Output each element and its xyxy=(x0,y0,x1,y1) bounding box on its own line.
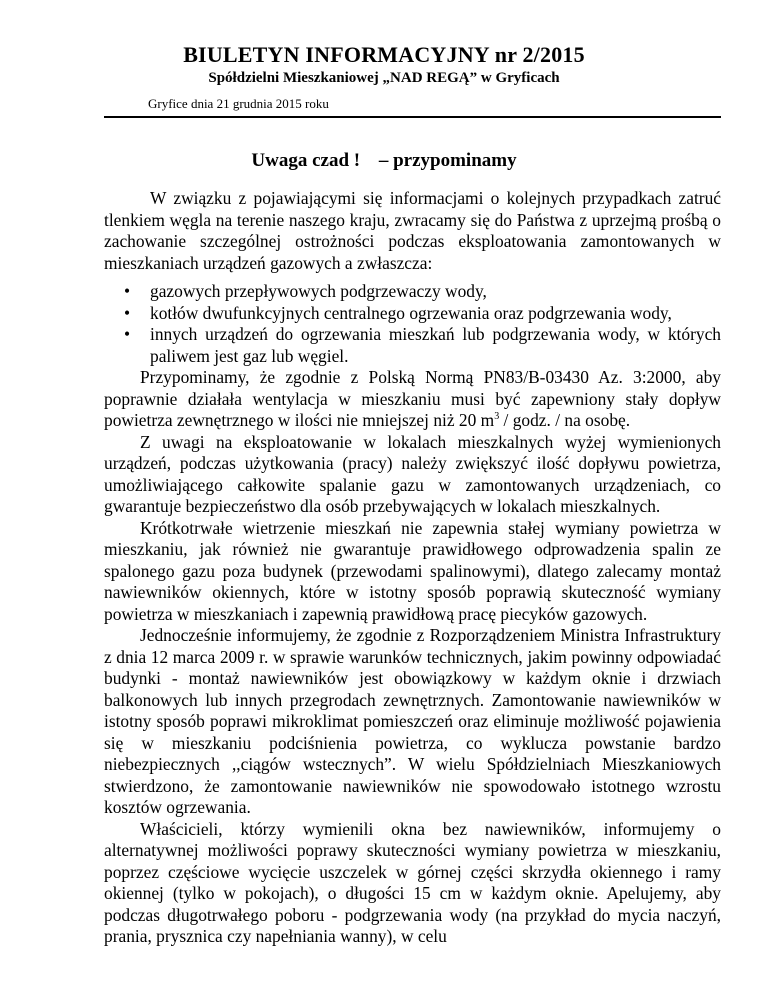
bullet-icon: • xyxy=(124,302,131,323)
superscript-exponent: 3 xyxy=(494,411,500,423)
bullet-icon: • xyxy=(124,324,131,344)
article-body xyxy=(104,188,721,948)
device-list xyxy=(104,281,721,367)
article-heading xyxy=(0,150,768,172)
paragraph-intro: W związku z pojawiającymi się informacjami o kolejnych przypadkach zatruć tlenkiem węgla na terenie naszego kraju, zwracamy się do Państwa z uprzejmą prośbą o zachowanie szczególnej ostrożności podczas eksploatowania zamontowanych w mieszkaniach urządzeń gazowych a zwłaszcza: xyxy=(104,188,721,273)
paragraph-norm xyxy=(104,367,721,432)
list-item-text: gazowych przepływowych podgrzewaczy wody, xyxy=(150,281,487,301)
list-item xyxy=(104,281,721,303)
header-divider xyxy=(104,116,721,118)
dateline: Gryfice dnia 21 grudnia 2015 roku xyxy=(148,96,329,111)
article-heading-main: Uwaga czad ! xyxy=(251,150,361,171)
bulletin-subtitle: Spółdzielni Mieszkaniowej „NAD REGĄ” w Gryficach xyxy=(208,70,560,86)
paragraph-norm-tail: / godz. / na osobę. xyxy=(499,410,631,430)
paragraph-regulation: Jednocześnie informujemy, że zgodnie z Rozporządzeniem Ministra Infrastruktury z dnia 12 marca 2009 r. w sprawie warunków technicznych, jakim powinny odpowiadać budynki - montaż nawiewników jest obowiązkowy w każdym oknie i drzwiach balkonowych lub innych przegrodach zewnętrznych. Zamontowanie nawiewników w istotny sposób poprawi mikroklimat pomieszczeń oraz eliminuje możliwość pojawienia się w mieszkaniu podciśnienia powietrza, co wyklucza powstanie bardzo niebezpiecznych ,,ciągów wstecznych”. W wielu Spółdzielniach Mieszkaniowych stwierdzono, że zamontowanie nawiewników nie spowodowało istotnego wzrostu kosztów ogrzewania. xyxy=(104,625,721,817)
article-heading-sub: – przypominamy xyxy=(378,150,517,171)
list-item-text: innych urządzeń do ogrzewania mieszkań lub podgrzewania wody, w których paliwem jest gaz lub węgiel. xyxy=(150,324,721,366)
list-item xyxy=(104,324,721,367)
bulletin-title: BIULETYN INFORMACYJNY nr 2/2015 xyxy=(183,42,585,67)
paragraph-ventilation: Krótkotrwałe wietrzenie mieszkań nie zapewnia stałej wymiany powietrza w mieszkaniu, jak również nie gwarantuje prawidłowego odprowadzenia spalin ze spalonego gazu poza budynek (przewodami spalinowymi), dlatego zalecamy montaż nawiewników okiennych, które w istotny sposób poprawią skuteczność wymiany powietrza w mieszkaniach i zapewnią prawidłową pracę piecyków gazowych. xyxy=(104,517,721,624)
bullet-icon: • xyxy=(124,281,131,301)
list-item-text: kotłów dwufunkcyjnych centralnego ogrzewania oraz podgrzewania wody, xyxy=(150,302,672,323)
list-item xyxy=(104,303,721,325)
paragraph-air-supply: Z uwagi na eksploatowanie w lokalach mieszkalnych wyżej wymienionych urządzeń, podczas użytkowania (pracy) należy zwiększyć ilość dopływu powietrza, umożliwiającego całkowite spalanie gazu w zamontowanych urządzeniach, co gwarantuje bezpieczeństwo dla osób przebywających w lokalach mieszkalnych. xyxy=(104,431,721,516)
paragraph-norm-text: Przypominamy, że zgodnie z Polską Normą PN83/B-03430 Az. 3:2000, aby poprawnie działała wentylacja w mieszkaniu musi być zapewniony stały dopływ powietrza zewnętrznego w ilości nie mniejszej niż 20 m xyxy=(104,367,721,430)
paragraph-owners: Właścicieli, którzy wymienili okna bez nawiewników, informujemy o alternatywnej możliwości poprawy skuteczności wymiany powietrza w mieszkaniu, poprzez częściowe wycięcie uszczelek w górnej części skrzydła okiennego i ramy okiennej (tylko w pokojach), o długości 15 cm w każdym oknie. Apelujemy, aby podczas długotrwałego poboru - podgrzewania wody (na przykład do mycia naczyń, prania, prysznica czy napełniania wanny), w celu xyxy=(104,818,721,946)
